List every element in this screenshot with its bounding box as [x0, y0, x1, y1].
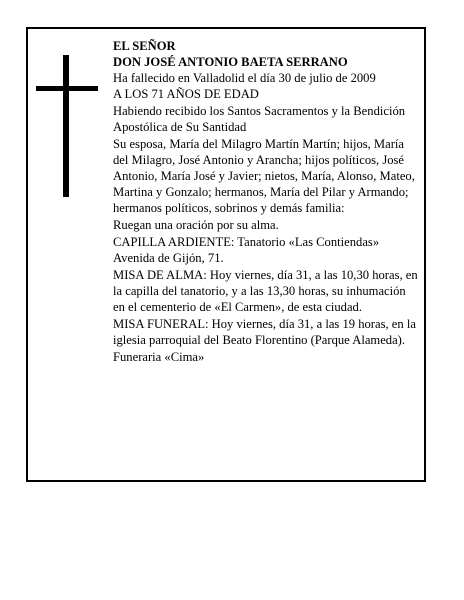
funeral-home: Funeraria «Cima»	[113, 350, 205, 364]
family-statement: Su esposa, María del Milagro Martín Martín; hijos, María del Milagro, José Antonio y Arancha; hijos políticos, José Antonio, María José y Javier; nietos, María, Alonso, Mateo, Martina y Gonzalo; hermanos, María del Pilar y Armando; hermanos políticos, sobrinos y demás familia:	[113, 137, 415, 215]
death-statement: Ha fallecido en Valladolid el día 30 de julio de 2009	[113, 71, 376, 85]
cross-icon	[36, 55, 98, 197]
age-statement: A LOS 71 AÑOS DE EDAD	[113, 87, 259, 101]
deceased-name: DON JOSÉ ANTONIO BAETA SERRANO	[113, 55, 348, 69]
funeral-mass-info: MISA FUNERAL: Hoy viernes, día 31, a las 19 horas, en la iglesia parroquial del Beato Florentino (Parque Alameda).	[113, 317, 416, 347]
title-line-1: EL SEÑOR	[113, 39, 176, 53]
cross-vertical-bar	[63, 55, 69, 197]
chapel-info: CAPILLA ARDIENTE: Tanatorio «Las Contiendas» Avenida de Gijón, 71.	[113, 235, 380, 265]
cross-horizontal-bar	[36, 86, 98, 91]
obituary-text	[113, 38, 418, 365]
mass-info: MISA DE ALMA: Hoy viernes, día 31, a las 10,30 horas, en la capilla del tanatorio, y a las 13,30 horas, su inhumación en el cementerio de «El Carmen», de esta ciudad.	[113, 268, 418, 314]
prayer-request: Ruegan una oración por su alma.	[113, 218, 279, 232]
sacraments-statement: Habiendo recibido los Santos Sacramentos y la Bendición Apostólica de Su Santidad	[113, 104, 406, 134]
